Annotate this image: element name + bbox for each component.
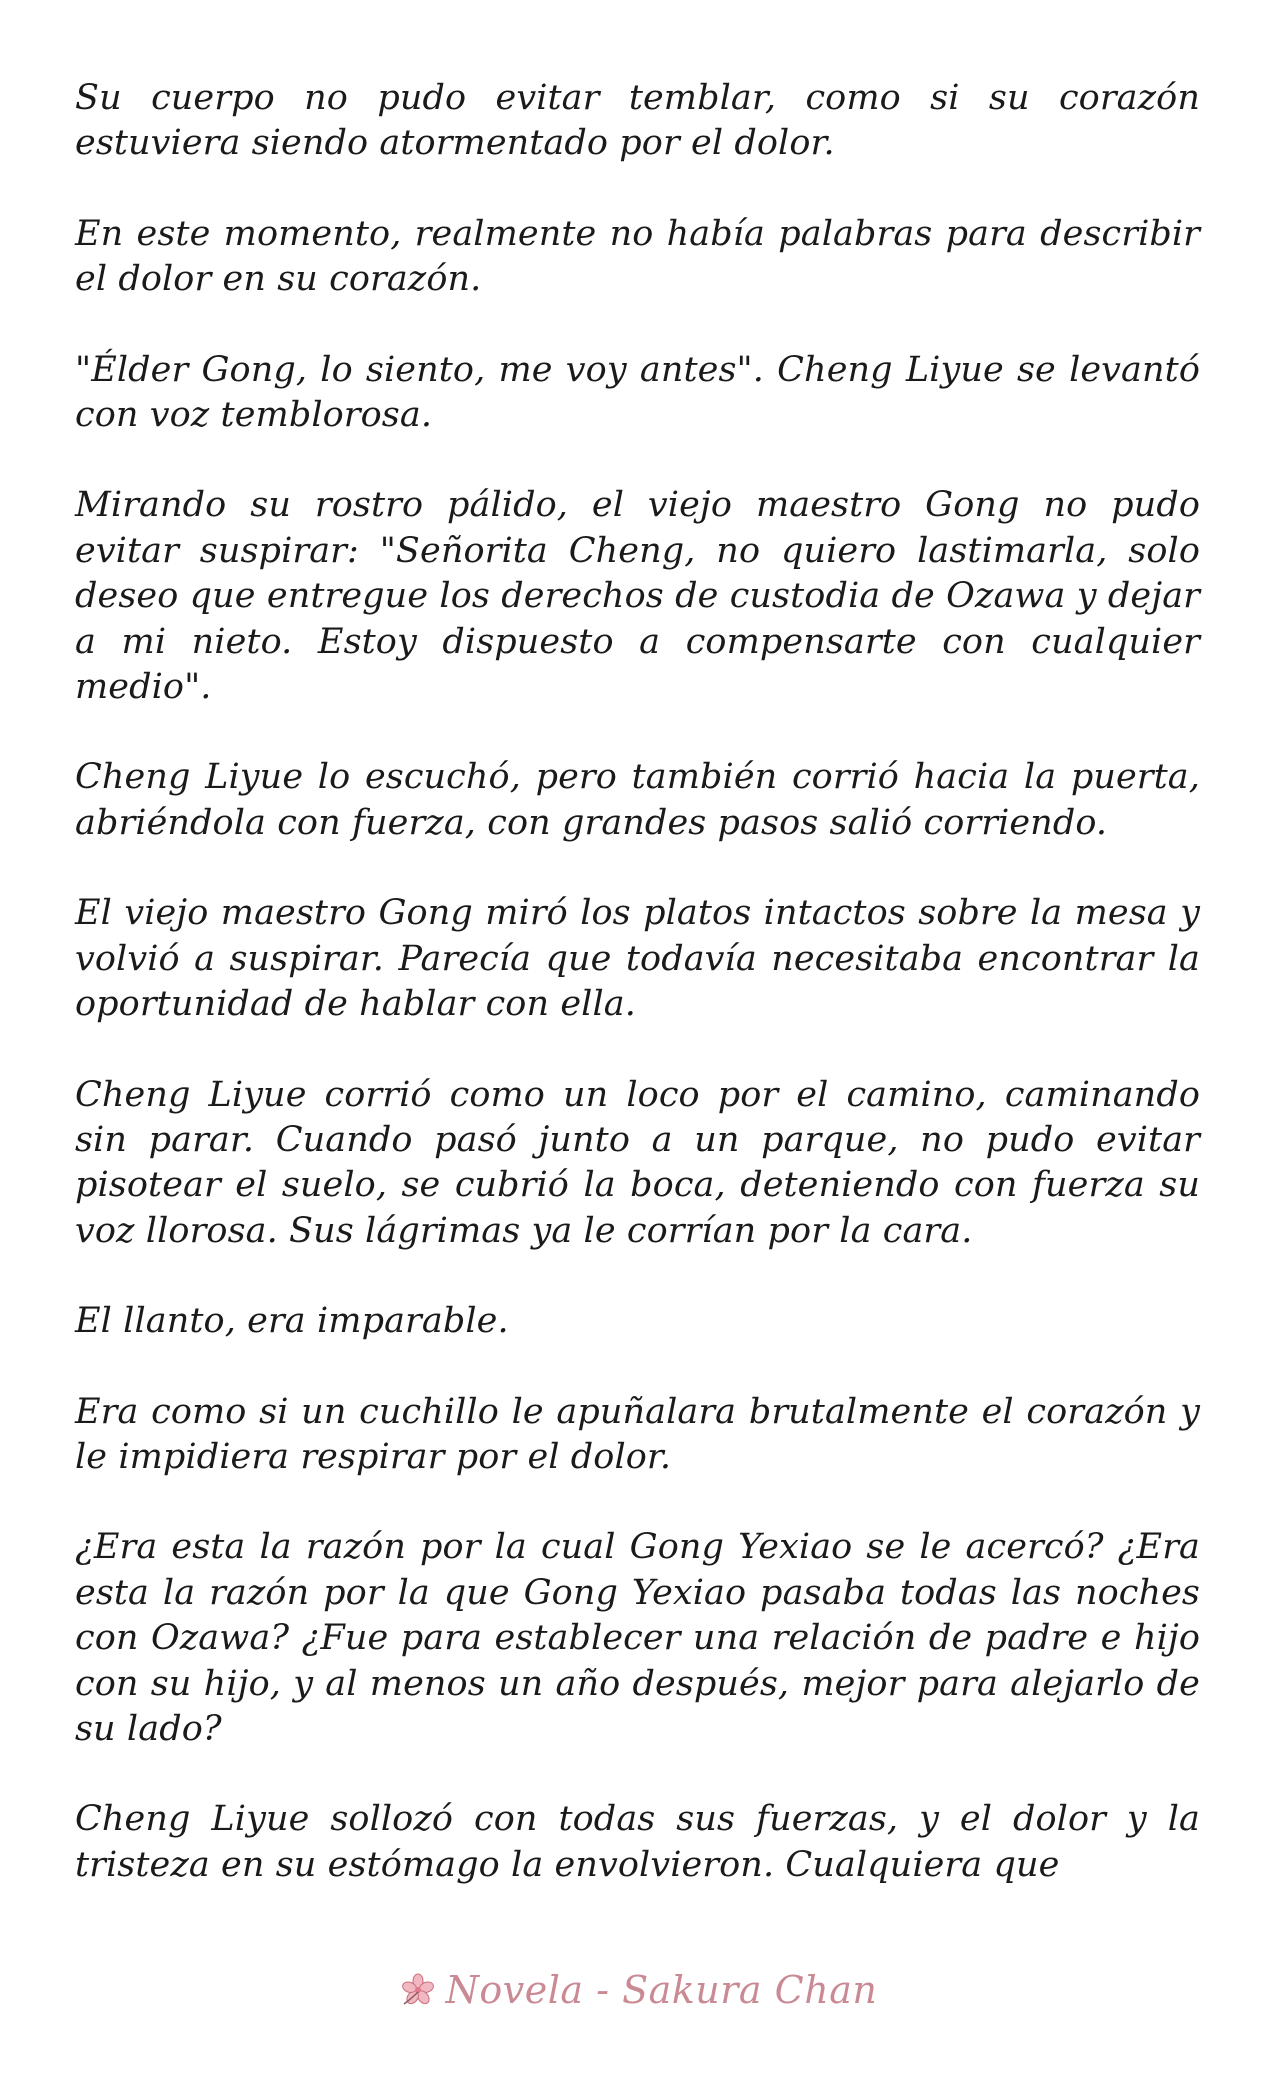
- paragraph-9: Era como si un cuchillo le apuñalara brutalmente el corazón y le impidiera respirar por el dolor.: [75, 1391, 1200, 1477]
- paragraph-10: ¿Era esta la razón por la cual Gong Yexiao se le acercó? ¿Era esta la razón por la que Gong Yexiao pasaba todas las noches con Ozawa? ¿Fue para establecer una relación de padre e hijo con su hijo, y al menos un año después, mejor para alejarlo de su lado?: [75, 1527, 1200, 1749]
- footer-watermark: [0, 1968, 1275, 2012]
- paragraph-6: El viejo maestro Gong miró los platos intactos sobre la mesa y volvió a suspirar. Parecía que todavía necesitaba encontrar la oportunidad de hablar con ella.: [75, 893, 1200, 1025]
- paragraph-1: Su cuerpo no pudo evitar temblar, como si su corazón estuviera siendo atormentado por el dolor.: [75, 78, 1200, 164]
- paragraph-2: En este momento, realmente no había palabras para describir el dolor en su corazón.: [75, 213, 1200, 300]
- paragraph-11: Cheng Liyue sollozó con todas sus fuerzas, y el dolor y la tristeza en su estómago la envolvieron. Cualquiera que: [75, 1799, 1200, 1885]
- paragraph-5: Cheng Liyue lo escuchó, pero también corrió hacia la puerta, abriéndola con fuerza, con grandes pasos salió corriendo.: [75, 757, 1200, 843]
- paragraph-8: El llanto, era imparable.: [75, 1301, 509, 1342]
- cherry-blossom-icon: [398, 1970, 438, 2010]
- paragraph-4: Mirando su rostro pálido, el viejo maestro Gong no pudo evitar suspirar: "Señorita Cheng, no quiero lastimarla, solo deseo que entregue los derechos de custodia de Ozawa y dejar a mi nieto. Estoy dispuesto a compensarte con cualquier medio".: [75, 485, 1200, 708]
- paragraph-7: Cheng Liyue corrió como un loco por el camino, caminando sin parar. Cuando pasó junto a un parque, no pudo evitar pisotear el suelo, se cubrió la boca, deteniendo con fuerza su voz llorosa. Sus lágrimas ya le corrían por la cara.: [75, 1074, 1200, 1251]
- paragraph-3: "Élder Gong, lo siento, me voy antes". Cheng Liyue se levantó con voz temblorosa.: [75, 349, 1200, 436]
- footer-text: Novela - Sakura Chan: [445, 1968, 878, 2012]
